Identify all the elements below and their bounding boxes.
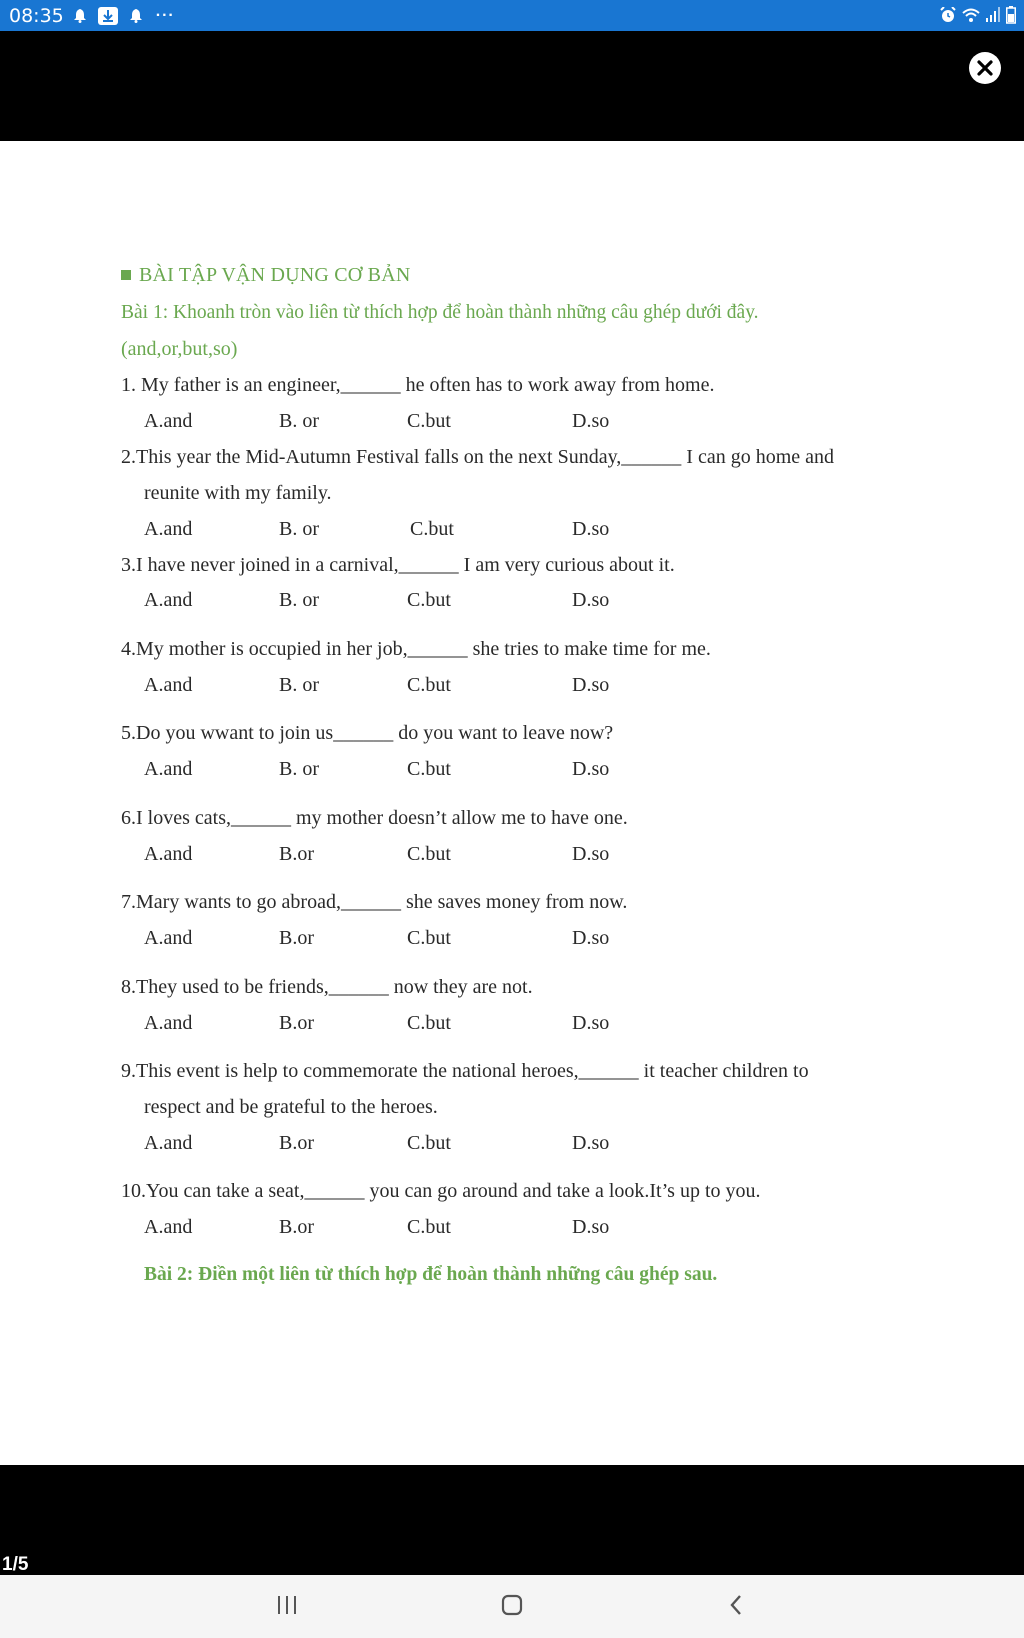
option-a[interactable]: A.and <box>144 758 193 780</box>
document-page <box>0 141 1024 1465</box>
option-a[interactable]: A.and <box>144 589 193 611</box>
close-icon <box>976 59 994 77</box>
exercise1-instruction: Bài 1: Khoanh tròn vào liên từ thích hợp để hoàn thành những câu ghép dưới đây. <box>121 302 759 323</box>
question-5: 5.Do you wwant to join us______ do you want to leave now? <box>121 722 614 744</box>
recents-icon <box>276 1593 298 1617</box>
option-a[interactable]: A.and <box>144 674 193 696</box>
question-2-continuation: reunite with my family. <box>144 482 332 504</box>
option-a[interactable]: A.and <box>144 843 193 865</box>
question-2: 2.This year the Mid-Autumn Festival falls on the next Sunday,______ I can go home and <box>121 446 835 468</box>
option-d[interactable]: D.so <box>572 589 610 611</box>
option-a[interactable]: A.and <box>144 518 193 540</box>
recents-button[interactable] <box>276 1593 298 1622</box>
signal-icon <box>986 7 1000 28</box>
option-c[interactable]: C.but <box>410 518 454 540</box>
option-b[interactable]: B.or <box>279 1012 314 1034</box>
square-bullet-icon <box>121 270 131 280</box>
home-icon <box>500 1593 524 1617</box>
question-9: 9.This event is help to commemorate the national heroes,______ it teacher children to <box>121 1060 809 1082</box>
alarm-icon <box>940 7 956 28</box>
option-b[interactable]: B.or <box>279 1216 314 1238</box>
viewer-top-bar <box>0 31 1024 141</box>
option-a[interactable]: A.and <box>144 1132 193 1154</box>
viewer-bottom-bar <box>0 1465 1024 1575</box>
question-3: 3.I have never joined in a carnival,______ I am very curious about it. <box>121 554 675 576</box>
option-d[interactable]: D.so <box>572 1216 610 1238</box>
option-d[interactable]: D.so <box>572 674 610 696</box>
option-d[interactable]: D.so <box>572 1132 610 1154</box>
option-d[interactable]: D.so <box>572 758 610 780</box>
exercise1-hint: (and,or,but,so) <box>121 338 238 360</box>
wifi-icon <box>962 7 980 28</box>
question-4: 4.My mother is occupied in her job,______ she tries to make time for me. <box>121 638 711 660</box>
close-button[interactable] <box>969 52 1001 84</box>
exercise2-instruction: Bài 2: Điền một liên từ thích hợp để hoàn thành những câu ghép sau. <box>144 1264 718 1285</box>
option-d[interactable]: D.so <box>572 410 610 432</box>
option-a[interactable]: A.and <box>144 1012 193 1034</box>
navigation-bar <box>0 1575 1024 1638</box>
option-d[interactable]: D.so <box>572 1012 610 1034</box>
question-1: 1. My father is an engineer,______ he often has to work away from home. <box>121 374 715 396</box>
status-bar <box>0 0 1024 31</box>
option-c[interactable]: C.but <box>407 758 451 780</box>
option-b[interactable]: B. or <box>279 518 319 540</box>
question-9-continuation: respect and be grateful to the heroes. <box>144 1096 438 1118</box>
option-c[interactable]: C.but <box>407 843 451 865</box>
home-button[interactable] <box>500 1593 524 1622</box>
option-b[interactable]: B. or <box>279 410 319 432</box>
option-d[interactable]: D.so <box>572 518 610 540</box>
option-c[interactable]: C.but <box>407 1132 451 1154</box>
clock: 08:35 <box>9 4 64 27</box>
option-d[interactable]: D.so <box>572 843 610 865</box>
option-c[interactable]: C.but <box>407 927 451 949</box>
option-a[interactable]: A.and <box>144 410 193 432</box>
option-a[interactable]: A.and <box>144 1216 193 1238</box>
option-b[interactable]: B. or <box>279 589 319 611</box>
option-c[interactable]: C.but <box>407 1216 451 1238</box>
option-b[interactable]: B. or <box>279 758 319 780</box>
option-c[interactable]: C.but <box>407 674 451 696</box>
battery-icon <box>1006 6 1016 29</box>
option-b[interactable]: B. or <box>279 674 319 696</box>
option-c[interactable]: C.but <box>407 589 451 611</box>
notification-bell-icon <box>130 9 142 22</box>
question-10: 10.You can take a seat,______ you can go around and take a look.It’s up to you. <box>121 1180 761 1202</box>
option-c[interactable]: C.but <box>407 1012 451 1034</box>
question-6: 6.I loves cats,______ my mother doesn’t allow me to have one. <box>121 807 628 829</box>
page-counter: 1/5 <box>2 1554 29 1575</box>
question-7: 7.Mary wants to go abroad,______ she saves money from now. <box>121 891 628 913</box>
option-b[interactable]: B.or <box>279 927 314 949</box>
option-b[interactable]: B.or <box>279 1132 314 1154</box>
more-notifications: ··· <box>155 6 175 24</box>
option-d[interactable]: D.so <box>572 927 610 949</box>
option-c[interactable]: C.but <box>407 410 451 432</box>
section-title: BÀI TẬP VẬN DỤNG CƠ BẢN <box>121 264 410 287</box>
question-8: 8.They used to be friends,______ now they are not. <box>121 976 533 998</box>
notification-bell-icon <box>74 9 86 22</box>
back-button[interactable] <box>727 1593 745 1622</box>
option-a[interactable]: A.and <box>144 927 193 949</box>
back-icon <box>727 1593 745 1617</box>
option-b[interactable]: B.or <box>279 843 314 865</box>
download-icon <box>98 7 118 25</box>
